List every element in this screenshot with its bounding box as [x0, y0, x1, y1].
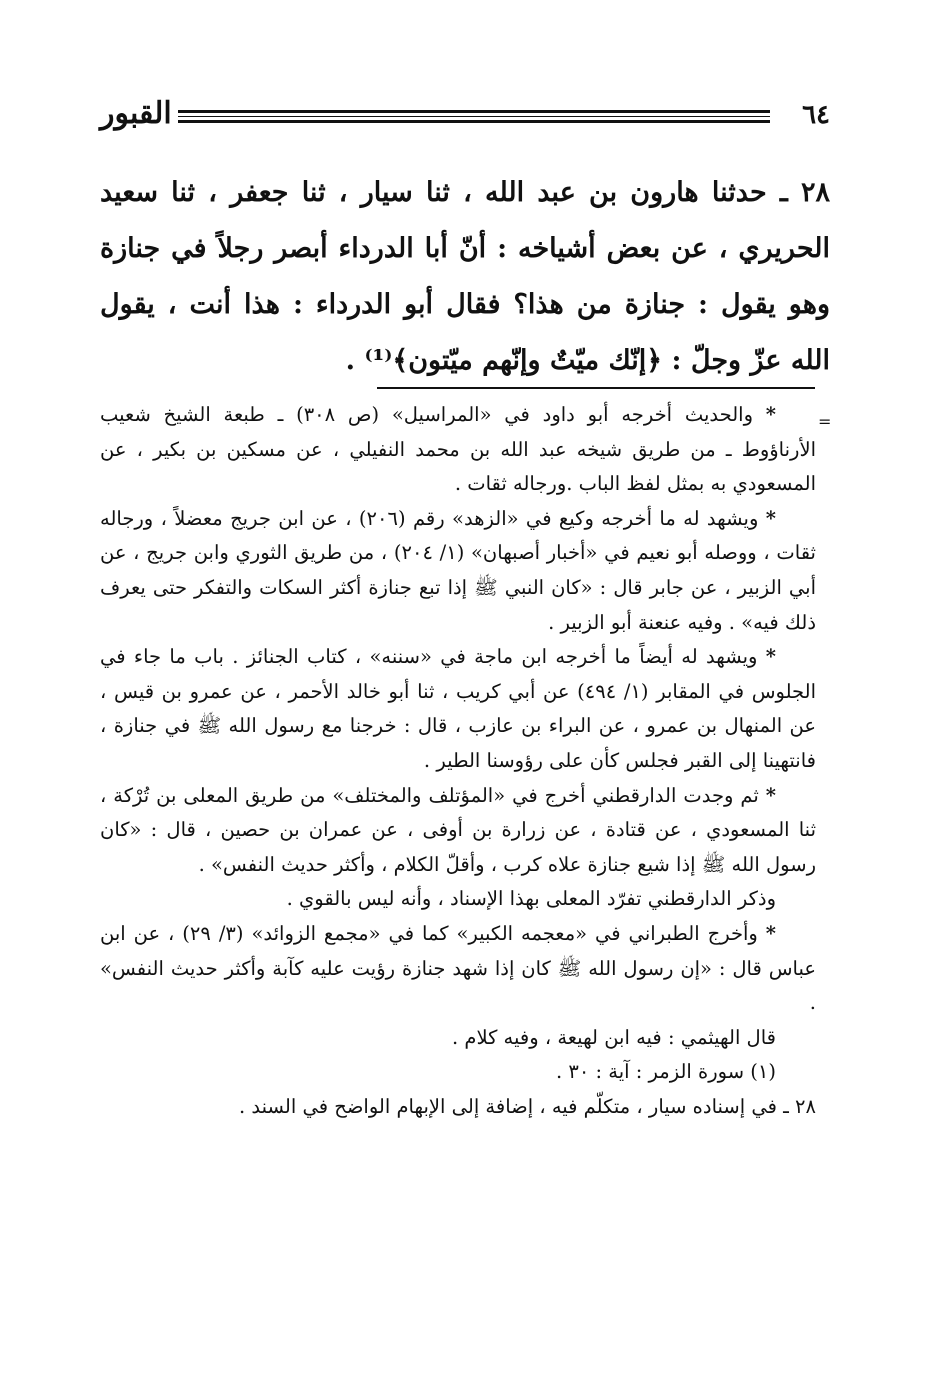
asterisk-icon: *: [765, 921, 776, 945]
hadith-text: ٢٨ ـ حدثنا هارون بن عبد الله ، ثنا سيار ، ثنا جعفر ، ثنا سعيد الحريري ، عن بعض أشياخه : أنّ أبا الدرداء أبصر رجلاً في جنازة وهو يقول : جنازة من هذا؟ فقال أبو الدرداء : هذا أنت ، يقول الله عزّ وجلّ : ﴿إنّك ميّتٌ وإنّهم ميّتون﴾⁽¹⁾ .: [100, 177, 830, 376]
note-text: قال الهيثمي : فيه ابن لهيعة ، وفيه كلام .: [451, 1025, 776, 1049]
note-paragraph: [100, 502, 816, 640]
asterisk-icon: *: [765, 783, 776, 807]
note-paragraph: [100, 779, 816, 883]
note-text: (١) سورة الزمر : آية : ٣٠ .: [555, 1060, 776, 1084]
note-text: ٢٨ ـ في إسناده سيار ، متكلّم فيه ، إضافة إلى الإبهام الواضح في السند .: [239, 1094, 816, 1118]
note-paragraph: [100, 640, 816, 778]
footnote-1: [100, 1055, 816, 1090]
note-text: ويشهد له ما أخرجه وكيع في «الزهد» رقم (٢٠٦) ، عن ابن جريج معضلاً ، ورجاله ثقات ، ووصله أبو نعيم في «أخبار أصبهان» (١/ ٢٠٤) ، من طريق الثوري وابن جريج ، عن أبي الزبير ، عن جابر قال : «كان النبي ﷺ إذا تبع جنازة أكثر السكات والتفكر حتى يعرف ذلك فيه» . وفيه عنعنة أبو الزبير .: [100, 506, 816, 634]
note-text: ثم وجدت الدارقطني أخرج في «المؤتلف والمختلف» من طريق المعلى بن تُرْكة ، ثنا المسعودي ، عن قتادة ، عن زرارة بن أوفى ، عن عمران بن حصين ، قال : «كان رسول الله ﷺ إذا شيع جنازة علاه كرب ، وأقلّ الكلام ، وأكثر حديث النفس» .: [100, 783, 816, 876]
footnote-separator: [377, 387, 815, 389]
footnotes: [100, 398, 816, 1124]
running-title: القبور: [100, 96, 172, 131]
asterisk-icon: *: [765, 506, 776, 530]
note-text: ويشهد له أيضاً ما أخرجه ابن ماجة في «سننه» ، كتاب الجنائز . باب ما جاء في الجلوس في المقابر (١/ ٤٩٤) عن أبي كريب ، ثنا أبو خالد الأحمر ، عن عمرو بن قيس ، عن المنهال بن عمرو ، عن البراء بن عازب ، قال : خرجنا مع رسول الله ﷺ في جنازة ، فانتهينا إلى القبر فجلس كأن على رؤوسنا الطير .: [100, 645, 816, 772]
note-paragraph: [100, 398, 816, 502]
note-paragraph: [100, 882, 816, 917]
page-header: [100, 96, 830, 136]
asterisk-icon: *: [765, 645, 776, 669]
page-number: ٦٤: [802, 100, 830, 130]
header-rule: [178, 110, 770, 126]
note-text: وأخرج الطبراني في «معجمه الكبير» كما في «مجمع الزوائد» (٣/ ٢٩) ، عن ابن عباس قال : «إن رسول الله ﷺ كان إذا شهد جنازة رؤيت عليه كآبة وأكثر حديث النفس» .: [100, 921, 816, 1015]
asterisk-icon: *: [765, 403, 776, 426]
note-text: والحديث أخرجه أبو داود في «المراسيل» (ص ٣٠٨) ـ طبعة الشيخ شعيب الأرناؤوط ـ من طريق شيخه عبد الله بن محمد النفيلي ، عن مسكين بن بكير ، عن المسعودي به بمثل لفظ الباب .ورجاله ثقات .: [100, 403, 816, 496]
note-text: وذكر الدارقطني تفرّد المعلى بهذا الإسناد ، وأنه ليس بالقوي .: [286, 887, 776, 911]
note-paragraph: [100, 1021, 816, 1056]
note-paragraph: [100, 917, 816, 1021]
hadith-28-note: [100, 1090, 816, 1125]
continuation-marker: =: [818, 412, 832, 431]
